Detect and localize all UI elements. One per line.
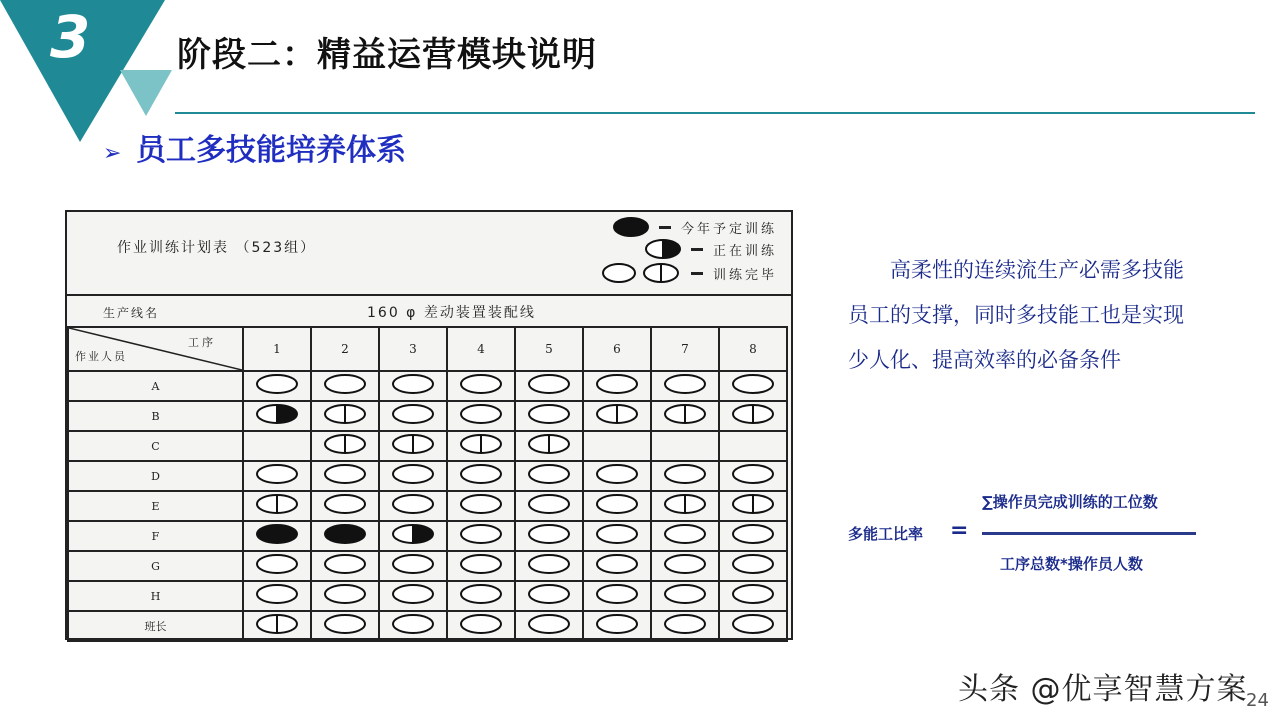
skill-cell: [243, 521, 311, 551]
skill-cell: [243, 551, 311, 581]
empty-circle-icon: [729, 552, 777, 576]
empty-circle-icon: [729, 462, 777, 486]
full-circle-icon: [611, 216, 651, 238]
skill-cell: [583, 461, 651, 491]
split-circle-icon: [389, 432, 437, 456]
table-row: [68, 431, 787, 461]
process-header: 5: [515, 327, 583, 371]
empty-circle-icon: [525, 402, 573, 426]
section-subtitle: 员工多技能培养体系: [136, 133, 406, 168]
skill-cell: [447, 401, 515, 431]
empty-circle-icon: [729, 582, 777, 606]
skill-cell: [243, 491, 311, 521]
empty-circle-icon: [729, 612, 777, 636]
table-row: [68, 611, 787, 641]
skill-cell: [243, 431, 311, 461]
title-divider: [175, 112, 1255, 114]
worker-label: F: [68, 521, 243, 551]
badge-accent-triangle: [120, 70, 172, 116]
split-circle-icon: [321, 402, 369, 426]
worker-label: C: [68, 431, 243, 461]
empty-circle-icon: [321, 612, 369, 636]
process-header: 8: [719, 327, 787, 371]
table-row: [68, 491, 787, 521]
skill-cell: [447, 521, 515, 551]
skill-cell: [311, 551, 379, 581]
empty-circle-icon: [593, 372, 641, 396]
worker-label: B: [68, 401, 243, 431]
split-circle-icon: [321, 432, 369, 456]
table-row: [68, 461, 787, 491]
empty-circle-icon: [321, 582, 369, 606]
corner-bottom-label: 作业人员: [75, 350, 127, 363]
empty-circle-icon: [661, 372, 709, 396]
empty-circle-icon: [253, 552, 301, 576]
skill-cell: [719, 611, 787, 641]
empty-circle-icon: [457, 372, 505, 396]
skill-cell: [447, 371, 515, 401]
half-circle-icon: [389, 522, 437, 546]
empty-circle-icon: [321, 372, 369, 396]
skill-cell: [651, 491, 719, 521]
skill-cell: [243, 581, 311, 611]
skill-cell: [583, 401, 651, 431]
skill-cell: [651, 461, 719, 491]
skill-cell: [515, 581, 583, 611]
empty-circle-icon: [525, 372, 573, 396]
skill-cell: [311, 611, 379, 641]
empty-circle-icon: [525, 492, 573, 516]
split-circle-icon: [253, 612, 301, 636]
formula-denominator: 工序总数*操作员人数: [1000, 555, 1143, 573]
empty-circle-icon: [593, 462, 641, 486]
skill-cell: [311, 521, 379, 551]
empty-circle-icon: [729, 372, 777, 396]
empty-circle-icon: [389, 402, 437, 426]
skill-cell: [311, 581, 379, 611]
process-header: 3: [379, 327, 447, 371]
skill-cell: [515, 521, 583, 551]
skill-cell: [311, 431, 379, 461]
empty-circle-icon: [525, 462, 573, 486]
skill-cell: [719, 401, 787, 431]
page-title: 阶段二：精益运营模块说明: [177, 35, 597, 75]
skill-cell: [583, 611, 651, 641]
split-circle-icon: [729, 492, 777, 516]
full-circle-icon: [321, 522, 369, 546]
worker-label: E: [68, 491, 243, 521]
table-row: [68, 551, 787, 581]
empty-circle-icon: [661, 462, 709, 486]
skill-cell: [379, 491, 447, 521]
skill-cell: [719, 431, 787, 461]
split-circle-icon: [661, 402, 709, 426]
empty-circle-icon: [457, 582, 505, 606]
legend-label: 今年予定训练: [680, 221, 777, 237]
skill-cell: [379, 461, 447, 491]
skill-cell: [311, 491, 379, 521]
grid-header-row: [68, 327, 787, 371]
skill-cell: [515, 371, 583, 401]
empty-cell: [661, 432, 709, 456]
empty-circle-icon: [525, 522, 573, 546]
skill-cell: [379, 581, 447, 611]
empty-cell: [729, 432, 777, 456]
formula-numerator: ∑操作员完成训练的工位数: [982, 493, 1158, 511]
skill-cell: [515, 551, 583, 581]
process-header: 4: [447, 327, 515, 371]
skill-cell: [379, 401, 447, 431]
production-line-row: [67, 294, 791, 328]
skill-cell: [379, 431, 447, 461]
half-circle-icon: [643, 238, 683, 260]
skill-cell: [583, 431, 651, 461]
worker-label: D: [68, 461, 243, 491]
split-circle-icon: [661, 492, 709, 516]
skill-cell: [651, 611, 719, 641]
skill-cell: [583, 521, 651, 551]
formula-equals: =: [950, 518, 969, 543]
process-header: 1: [243, 327, 311, 371]
empty-circle-icon: [253, 372, 301, 396]
skill-cell: [311, 371, 379, 401]
skill-cell: [651, 431, 719, 461]
empty-circle-icon: [661, 552, 709, 576]
training-plan-image: [65, 210, 793, 640]
legend-item-training: [643, 238, 777, 260]
empty-circle-icon: [253, 582, 301, 606]
empty-circle-icon: [599, 262, 639, 284]
skill-cell: [243, 611, 311, 641]
split-circle-icon: [593, 402, 641, 426]
skill-cell: [651, 521, 719, 551]
empty-circle-icon: [457, 402, 505, 426]
description-line-1: 高柔性的连续流生产必需多技能: [890, 258, 1184, 282]
empty-circle-icon: [321, 462, 369, 486]
skill-cell: [719, 551, 787, 581]
skill-cell: [379, 521, 447, 551]
skill-cell: [583, 491, 651, 521]
description-line-3: 少人化、提高效率的必备条件: [848, 348, 1121, 372]
empty-circle-icon: [729, 522, 777, 546]
bullet-arrow-icon: ➢: [103, 141, 122, 166]
description-text: [848, 248, 1243, 383]
skill-cell: [515, 611, 583, 641]
empty-circle-icon: [525, 552, 573, 576]
legend-label: 正在训练: [712, 243, 777, 259]
corner-top-label: 工序: [188, 336, 216, 349]
empty-circle-icon: [389, 372, 437, 396]
split-circle-icon: [525, 432, 573, 456]
skill-cell: [447, 431, 515, 461]
skill-cell: [583, 551, 651, 581]
split-circle-icon: [457, 432, 505, 456]
skill-cell: [719, 461, 787, 491]
empty-circle-icon: [389, 462, 437, 486]
worker-label: H: [68, 581, 243, 611]
worker-label: G: [68, 551, 243, 581]
empty-circle-icon: [389, 582, 437, 606]
skill-cell: [719, 371, 787, 401]
skill-cell: [243, 461, 311, 491]
skill-cell: [379, 551, 447, 581]
skill-cell: [651, 401, 719, 431]
skill-cell: [583, 581, 651, 611]
empty-circle-icon: [457, 612, 505, 636]
skill-cell: [447, 461, 515, 491]
production-line-label: 生产线名: [103, 306, 160, 320]
split-circle-icon: [253, 492, 301, 516]
skill-cell: [719, 521, 787, 551]
plan-title: 作业训练计划表 （523组）: [117, 240, 317, 256]
empty-circle-icon: [457, 462, 505, 486]
empty-circle-icon: [593, 522, 641, 546]
empty-circle-icon: [389, 612, 437, 636]
training-grid: [67, 326, 788, 642]
production-line-value: 160 φ 差动装置装配线: [367, 305, 536, 321]
formula-label: 多能工比率: [848, 525, 924, 543]
watermark: 头条 @优享智慧方案: [958, 672, 1248, 707]
skill-cell: [651, 371, 719, 401]
skill-cell: [379, 611, 447, 641]
empty-circle-icon: [593, 552, 641, 576]
skill-cell: [243, 401, 311, 431]
empty-circle-icon: [389, 492, 437, 516]
skill-cell: [447, 491, 515, 521]
empty-circle-icon: [525, 612, 573, 636]
full-circle-icon: [253, 522, 301, 546]
table-row: [68, 581, 787, 611]
empty-circle-icon: [593, 582, 641, 606]
half-circle-icon: [253, 402, 301, 426]
empty-circle-icon: [661, 612, 709, 636]
empty-circle-icon: [661, 522, 709, 546]
empty-cell: [253, 432, 301, 456]
worker-label: A: [68, 371, 243, 401]
skill-cell: [515, 401, 583, 431]
legend-item-done: [599, 262, 777, 284]
empty-circle-icon: [525, 582, 573, 606]
empty-circle-icon: [457, 522, 505, 546]
fraction-bar: [982, 532, 1196, 535]
process-header: 2: [311, 327, 379, 371]
process-header: 7: [651, 327, 719, 371]
skill-cell: [719, 491, 787, 521]
skill-cell: [651, 581, 719, 611]
empty-circle-icon: [661, 582, 709, 606]
section-number: 3: [50, 3, 91, 71]
table-row: [68, 521, 787, 551]
split-circle-icon: [729, 402, 777, 426]
empty-cell: [593, 432, 641, 456]
empty-circle-icon: [457, 492, 505, 516]
empty-circle-icon: [457, 552, 505, 576]
skill-cell: [311, 401, 379, 431]
legend-item-planned: [611, 216, 777, 238]
description-line-2: 员工的支撑，同时多技能工也是实现: [848, 303, 1184, 327]
process-header: 6: [583, 327, 651, 371]
empty-circle-icon: [593, 612, 641, 636]
table-row: [68, 371, 787, 401]
skill-cell: [515, 491, 583, 521]
page-number: 24: [1246, 690, 1269, 711]
empty-circle-icon: [593, 492, 641, 516]
skill-cell: [447, 551, 515, 581]
skill-cell: [447, 611, 515, 641]
split-circle-icon: [639, 262, 683, 284]
skill-cell: [515, 461, 583, 491]
skill-cell: [447, 581, 515, 611]
grid-corner: [68, 327, 243, 371]
legend-label: 训练完毕: [712, 267, 777, 283]
skill-cell: [583, 371, 651, 401]
skill-cell: [311, 461, 379, 491]
empty-circle-icon: [321, 552, 369, 576]
skill-cell: [243, 371, 311, 401]
empty-circle-icon: [321, 492, 369, 516]
skill-cell: [719, 581, 787, 611]
skill-cell: [651, 551, 719, 581]
worker-label: 班长: [68, 611, 243, 641]
skill-cell: [515, 431, 583, 461]
table-row: [68, 401, 787, 431]
empty-circle-icon: [389, 552, 437, 576]
skill-cell: [379, 371, 447, 401]
empty-circle-icon: [253, 462, 301, 486]
